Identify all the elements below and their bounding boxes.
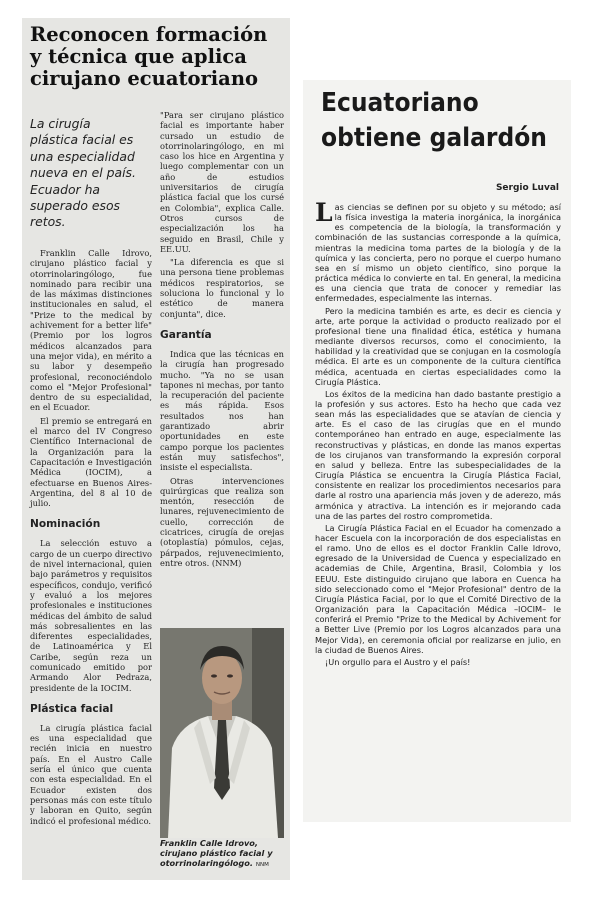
deck-line: Ecuador ha xyxy=(30,181,101,197)
deck-line: nueva en el país. xyxy=(30,165,136,181)
drop-cap: L xyxy=(315,198,333,227)
headline-line: Reconocen formación xyxy=(30,23,268,46)
section-heading-nominacion: Nominación xyxy=(30,518,101,531)
article-clipping-left xyxy=(22,18,290,880)
headline-line: y técnica que aplica xyxy=(30,45,247,68)
photo-caption xyxy=(160,838,288,870)
section-heading-garantia: Garantía xyxy=(160,328,212,341)
paragraph: La Cirugía Plástica Facial en el Ecuador ha comenzado a hacer Escuela con la incorporación de dos especialistas en el ramo. Uno de ellos es el doctor Franklin Calle Idrovo, egresado de la Universidad de Cuenca y especializado en academias de Chile, Argentina, Brasil, Colombia y los EEUU. Este distinguido cirujano que labora en Cuenca ha sido seleccionado como el "Mejor Profesional" dentro de la Cirugía Plástica Facial, por lo que el Comité Directivo de la Organización para la Capacitación Médica –IOCIM– le conferirá el Premio "Prize to the Medical by Achivement for a Better Live (Premio por los Logros alcanzados para una Mejor Vida), en ceremonia oficial por realizarse en julio, en la ciudad de Buenos Aires. xyxy=(315,522,561,655)
doctor-photo xyxy=(160,628,284,838)
paragraph: Franklin Calle Idrovo, cirujano plástico facial y otorrinolaringólogo, fue nominado para recibir una de las máximas distinciones institucionales en salud, el "Prize to the medical by achivement for a better life" (Premio por los logros médicos alcanzados para una mejor vida), en mérito a su labor y desempeño profesional, reconociéndolo como el "Mejor Profesional" dentro de su especialidad, en el Ecuador. xyxy=(30,248,152,413)
deck-line: plástica facial es xyxy=(30,132,134,148)
paragraph: ¡Un orgullo para el Austro y el país! xyxy=(325,656,471,667)
photo-credit: NNM xyxy=(255,862,269,868)
caption-line: Franklin Calle Idrovo, xyxy=(160,838,259,848)
byline: Sergio Luval xyxy=(495,183,559,193)
deck-line: superado esos xyxy=(30,198,120,214)
headline-line: obtiene galardón xyxy=(321,123,547,153)
paragraph: "Para ser cirujano plástico facial es importante haber cursado un estudio de otorrinolaringólogo, en mi caso los hice en Argentina y luego complementar con un año de estudios universitarios de cirugía plástica facial que los cursé en Colombia", explica Calle. Otros cursos de especialización los ha seguido en Brasil, Chile y EE.UU. xyxy=(160,110,284,254)
article-clipping-right xyxy=(303,80,571,822)
paragraph: Indica que las técnicas en la cirugía han progresado mucho. "Ya no se usan tapones ni mechas, por tanto la recuperación del paciente es más rápida. Esos resultados nos han garantizado abrir oportunidades en este campo porque los pacientes están muy satisfechos", insiste el especialista. xyxy=(160,348,284,473)
caption-line: cirujano plástico facial y xyxy=(160,848,273,858)
paragraph: Las ciencias se definen por su objeto y su método; así la física investiga la materia inorgánica, la inorgánica es competencia de la biología, la transformación y combinación de las sustancias corresponde a la química, mientras la medicina toma partes de la biología y de la química y las concierta, pero no porque el cuerpo humano sea en sí mismo un objeto científico, sino porque la práctica médica lo convierte en tal. En general, la medicina es una ciencia que trata de conocer y remediar las enfermedades, especialmente las internas. xyxy=(315,198,561,304)
headline-line: cirujano ecuatoriano xyxy=(30,67,259,90)
headline-line: Ecuatoriano xyxy=(321,88,479,118)
section-heading-plastica-facial: Plástica facial xyxy=(30,702,114,715)
deck-line: La cirugía xyxy=(30,116,91,131)
headline xyxy=(30,24,286,90)
paragraph: La cirugía plástica facial es una especialidad que recién inicia en nuestro país. En el Austro Calle sería el único que cuenta con esta especialidad. En el Ecuador existen dos personas más con este título y laboran en Quito, según indicó el profesional médico. xyxy=(30,722,152,826)
article-body xyxy=(315,198,561,669)
text-column-2 xyxy=(160,110,284,571)
text-column-1 xyxy=(30,248,152,829)
deck-line: una especialidad xyxy=(30,148,135,164)
paragraph: "La diferencia es que si una persona tiene problemas médicos respiratorios, se soluciona lo funcional y lo estético de manera conjunta", dice. xyxy=(160,257,284,319)
paragraph: La selección estuvo a cargo de un cuerpo directivo de nivel internacional, quien bajo parámetros y requisitos específicos, condujo, verificó y evaluó a los mejores profesionales e instituciones médicas del ámbito de salud más sobresalientes en las diferentes especialidades, de Latinoamérica y El Caribe, según reza un comunicado emitido por Armando Alor Pedraza, presidente de la IOCIM. xyxy=(30,538,152,693)
deck-subheading xyxy=(30,116,152,231)
caption-line: otorrinolaringólogo. NNM xyxy=(160,858,269,868)
headline xyxy=(321,86,547,156)
doctor-portrait-illustration xyxy=(160,628,284,838)
deck-line: retos. xyxy=(30,214,66,230)
paragraph: Pero la medicina también es arte, es decir es ciencia y arte, arte porque la actividad o producto realizado por el profesional tiene una finalidad ética, estética y humana mediante diversos recursos, como el conocimiento, la habilidad y la creatividad que se conjugan en la cosmología médica. El arte es un componente de la cultura científica médica, acentuada en ciertas especialidades como la Cirugía Plástica. xyxy=(315,305,561,387)
paragraph: Los éxitos de la medicina han dado bastante prestigio a la profesión y sus actores. Esto ha hecho que cada vez sean más las especialidades que se atavían de ciencia y arte. Es el caso de las cirugías que en el mundo contemporáneo han entrado en auge, especialmente las reconstructivas y plásticas, en donde las manos expertas de los cirujanos van transformando la expresión corporal en salud y belleza. Entre las subespecialidades de la Cirugía Plástica se encuentra la Cirugía Plástica Facial, consistente en realizar los procedimientos necesarios para darle al rostro una apariencia más joven y de aderezo, más armónica y atractiva. La intención es ir mejorando cada una de las partes del rostro comprometida. xyxy=(315,388,561,521)
paragraph: El premio se entregará en el marco del IV Congreso Científico Internacional de la Organización para la Capacitación e Investigación Médica (IOCIM), a efectuarse en Buenos Aires- Argentina, del 8 al 10 de julio. xyxy=(30,415,152,509)
paragraph: Otras intervenciones quirúrgicas que realiza son mentón, resección de lunares, rejuvenecimiento de cuello, corrección de cicatrices, cirugía de orejas (otoplastía) pómulos, cejas, párpados, rejuvenecimiento, entre otros. (NNM) xyxy=(160,475,284,568)
